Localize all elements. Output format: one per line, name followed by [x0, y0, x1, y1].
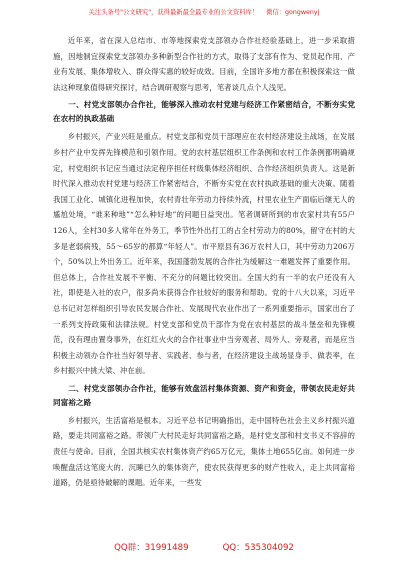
qq-group: QQ群：31991489 [114, 543, 189, 553]
section-heading-1: 一、村党支部领办合作社，能够深入推动农村党建与经济工作紧密结合，不断夯实党在农村的执政基础 [53, 100, 355, 124]
intro-paragraph: 近年来，省在深入总结市、市等地探索党支部领办合作社经验基础上，进一步采取措施，因地制宜探索党支部领办多种新型合作社的方式，取得了支部有作为、党员起作用、产业有发展、集体增收入、群众得实惠的较好成效。目前，全国许多地方都在积极探索这一做法这种现象值得研究探讨，结合调研观察与思考，笔者谈几点个人浅见。 [53, 36, 355, 92]
promo-banner [0, 8, 408, 17]
article-body [53, 33, 355, 491]
section-1-paragraph: 乡村振兴，产业兴旺是重点。村党支部和党员干部理应在农村经济建设主战场，在发展乡村产业中发挥先锋模范和引领作用。党的农村基层组织工作条例和农村工作条例都明确规定，村党组织书记应当通过法定程序担任村级集体经济组织、合作经济组织负责人。这是新时代深入推动农村党建与经济工作紧密结合，不断夯实党在农村执政基础的重大决策。随着我国工业化、城镇化进程加快，农村青壮年劳动力持续外流，村里农业生产面临后继无人的尴尬处境，“谁来种地”“怎么种好地”的问题日益突出。笔者调研所到的市农家村共有55户126人，全村30多人常年在外务工，季节性外出打工的占全村劳动力的80%，留守在村的大多是老弱病残，55～65岁的都算“年轻人”。市平原县有36万农村人口，其中劳动力206万个，50%以上外出务工。近年来，我国蓬勃发展的合作社为缓解这一难题发挥了重要作用。但总体上，合作社发展不平衡、不充分的问题比较突出。全国大约有一半的农户还没有入社，即使是入社的农户，很多尚未获得合作社较好的服务和帮助。党的十八大以来，习近平总书记对怎样组织引导农民发展合作社、发展现代农业作出了一系列重要指示，国家出台了一系列支持政策和法律法规。村党支部和党员干部作为党在农村基层的战斗堡垒和先锋模范，没有理由置身事外，在红红火火的合作社事业中当旁观者、局外人、旁观者，而是应当积极主动领办合作社当好领导者、实践者、参与者，在经济建设主战场显身手、做表率，在乡村振兴中挑大梁、冲在前。 [53, 132, 355, 376]
section-2-paragraph: 乡村振兴，生活富裕是根本。习近平总书记明确指出，走中国特色社会主义乡村振兴道路，要走共同富裕之路。带领广大村民走好共同富裕之路，是村党支部和村支书义不容辞的责任与使命。目前，全国共核实农村集体资产约65万亿元，集体土地655亿亩。如何进一步唤醒盘活这笔庞大的、沉睡已久的集体资产，使农民获得更多的财产性收入，走上共同富裕道路，仍是亟待破解的课题。近年来，一些发 [53, 415, 355, 488]
qq-contact: QQ：535304092 [222, 543, 294, 553]
promo-text: 关注头条号"公文研究"，获得最新最全最专业的公文资料库！ [88, 9, 259, 16]
wechat-id: 微信：gongwenyj [266, 9, 320, 16]
section-heading-2: 二、村党支部领办合作社，能够有效盘活村集体资源、资产和资金，带领农民走好共同富裕之路 [53, 383, 355, 407]
contact-footer [0, 542, 408, 554]
